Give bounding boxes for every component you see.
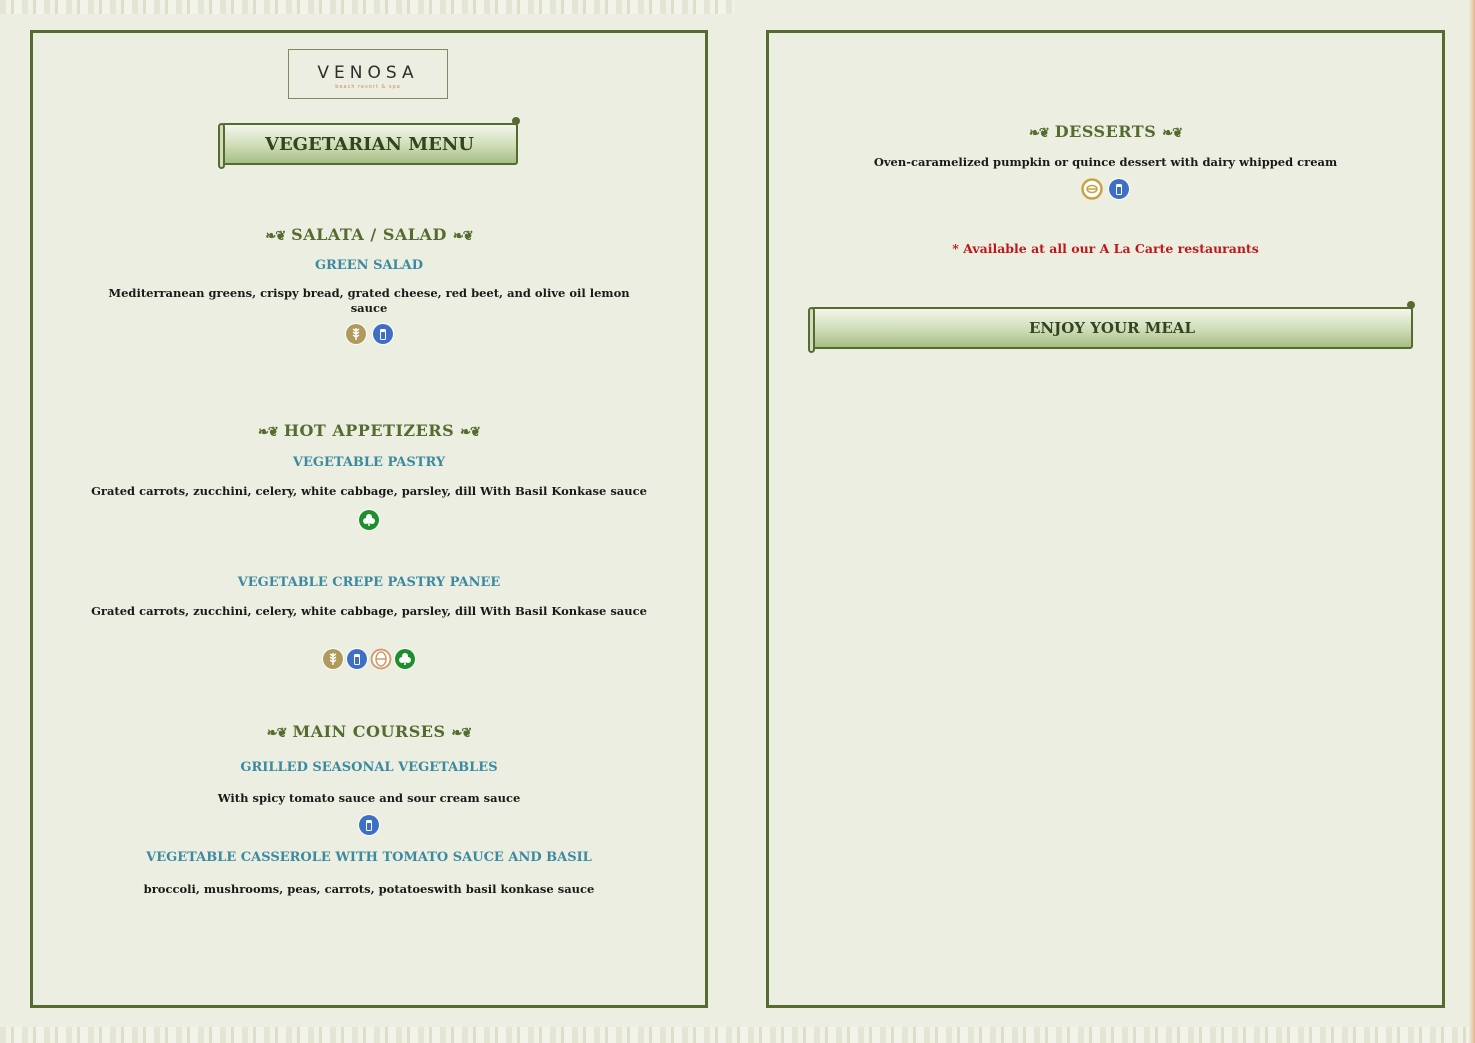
section-title-main-courses: ❧❦ MAIN COURSES ❧❦: [266, 722, 472, 741]
dish-name-vegetable-crepe-pastry-panee: VEGETABLE CREPE PASTRY PANEE: [237, 575, 501, 590]
brand-tagline: beach resort & spa: [335, 84, 401, 90]
vegan-icon: [358, 509, 380, 531]
ornament-icon: ❧❦: [258, 425, 278, 440]
egg-icon: [1081, 178, 1103, 200]
allergen-icons-vegetable-crepe: [33, 648, 705, 670]
dish-name-green-salad: GREEN SALAD: [314, 258, 424, 273]
dish-name-grilled-seasonal-vegetables: GRILLED SEASONAL VEGETABLES: [240, 760, 498, 775]
brand-name: VENOSA: [317, 63, 419, 83]
vegan-icon: [394, 648, 416, 670]
dish-name-vegetable-casserole: VEGETABLE CASSEROLE WITH TOMATO SAUCE AND BASIL: [146, 850, 592, 865]
closing-banner-text: ENJOY YOUR MEAL: [1028, 319, 1195, 337]
venosa-logo: [288, 49, 448, 99]
gluten-icon: [345, 323, 367, 345]
ornament-icon: ❧❦: [265, 229, 286, 244]
ornament-icon: ❧❦: [1162, 126, 1183, 141]
allergen-icons-dessert: [769, 178, 1442, 200]
dish-desc-vegetable-crepe-pastry-panee: Grated carrots, zucchini, celery, white cabbage, parsley, dill With Basil Konkase sauce: [91, 604, 647, 618]
dairy-icon: [372, 323, 394, 345]
enjoy-meal-banner: [811, 307, 1413, 349]
dish-name-vegetable-pastry: VEGETABLE PASTRY: [292, 455, 446, 470]
allergen-icons-green-salad: [33, 323, 705, 345]
dish-desc-green-salad: Mediterranean greens, crispy bread, grated cheese, red beet, and olive oil lemon sauce: [108, 286, 630, 315]
dairy-icon: [1108, 178, 1130, 200]
ornament-icon: ❧❦: [266, 726, 287, 741]
dish-desc-vegetable-casserole: broccoli, mushrooms, peas, carrots, potatoeswith basil konkase sauce: [143, 882, 595, 896]
ornament-icon: ❧❦: [1028, 126, 1049, 141]
dairy-icon: [346, 648, 368, 670]
gluten-icon: [322, 648, 344, 670]
menu-title-banner: [221, 123, 518, 165]
decorative-top-border: [0, 0, 735, 14]
egg-icon: [370, 648, 392, 670]
dairy-icon: [358, 814, 380, 836]
allergen-icons-grilled-vegetables: [33, 814, 705, 836]
allergen-icons-vegetable-pastry: [33, 509, 705, 531]
menu-page-right: [766, 30, 1445, 1008]
dish-desc-grilled-seasonal-vegetables: With spicy tomato sauce and sour cream sauce: [217, 791, 521, 805]
menu-title: VEGETARIAN MENU: [264, 133, 474, 155]
ornament-icon: ❧❦: [451, 726, 472, 741]
section-title-hot-appetizers: ❧❦ HOT APPETIZERS ❧❦: [258, 421, 480, 440]
dish-desc-vegetable-pastry: Grated carrots, zucchini, celery, white cabbage, parsley, dill With Basil Konkase sauce: [91, 484, 647, 498]
availability-note: * Available at all our A La Carte restaurants: [952, 241, 1259, 256]
dish-desc-dessert: Oven-caramelized pumpkin or quince dessert with dairy whipped cream: [873, 155, 1338, 169]
menu-page-left: [30, 30, 708, 1008]
section-title-desserts: ❧❦ DESSERTS ❧❦: [1028, 122, 1183, 141]
ornament-icon: ❧❦: [460, 425, 480, 440]
page-edge: [1469, 0, 1475, 1043]
section-title-salad: ❧❦ SALATA / SALAD ❧❦: [265, 225, 473, 244]
ornament-icon: ❧❦: [452, 229, 473, 244]
decorative-bottom-border: [0, 1027, 1475, 1043]
